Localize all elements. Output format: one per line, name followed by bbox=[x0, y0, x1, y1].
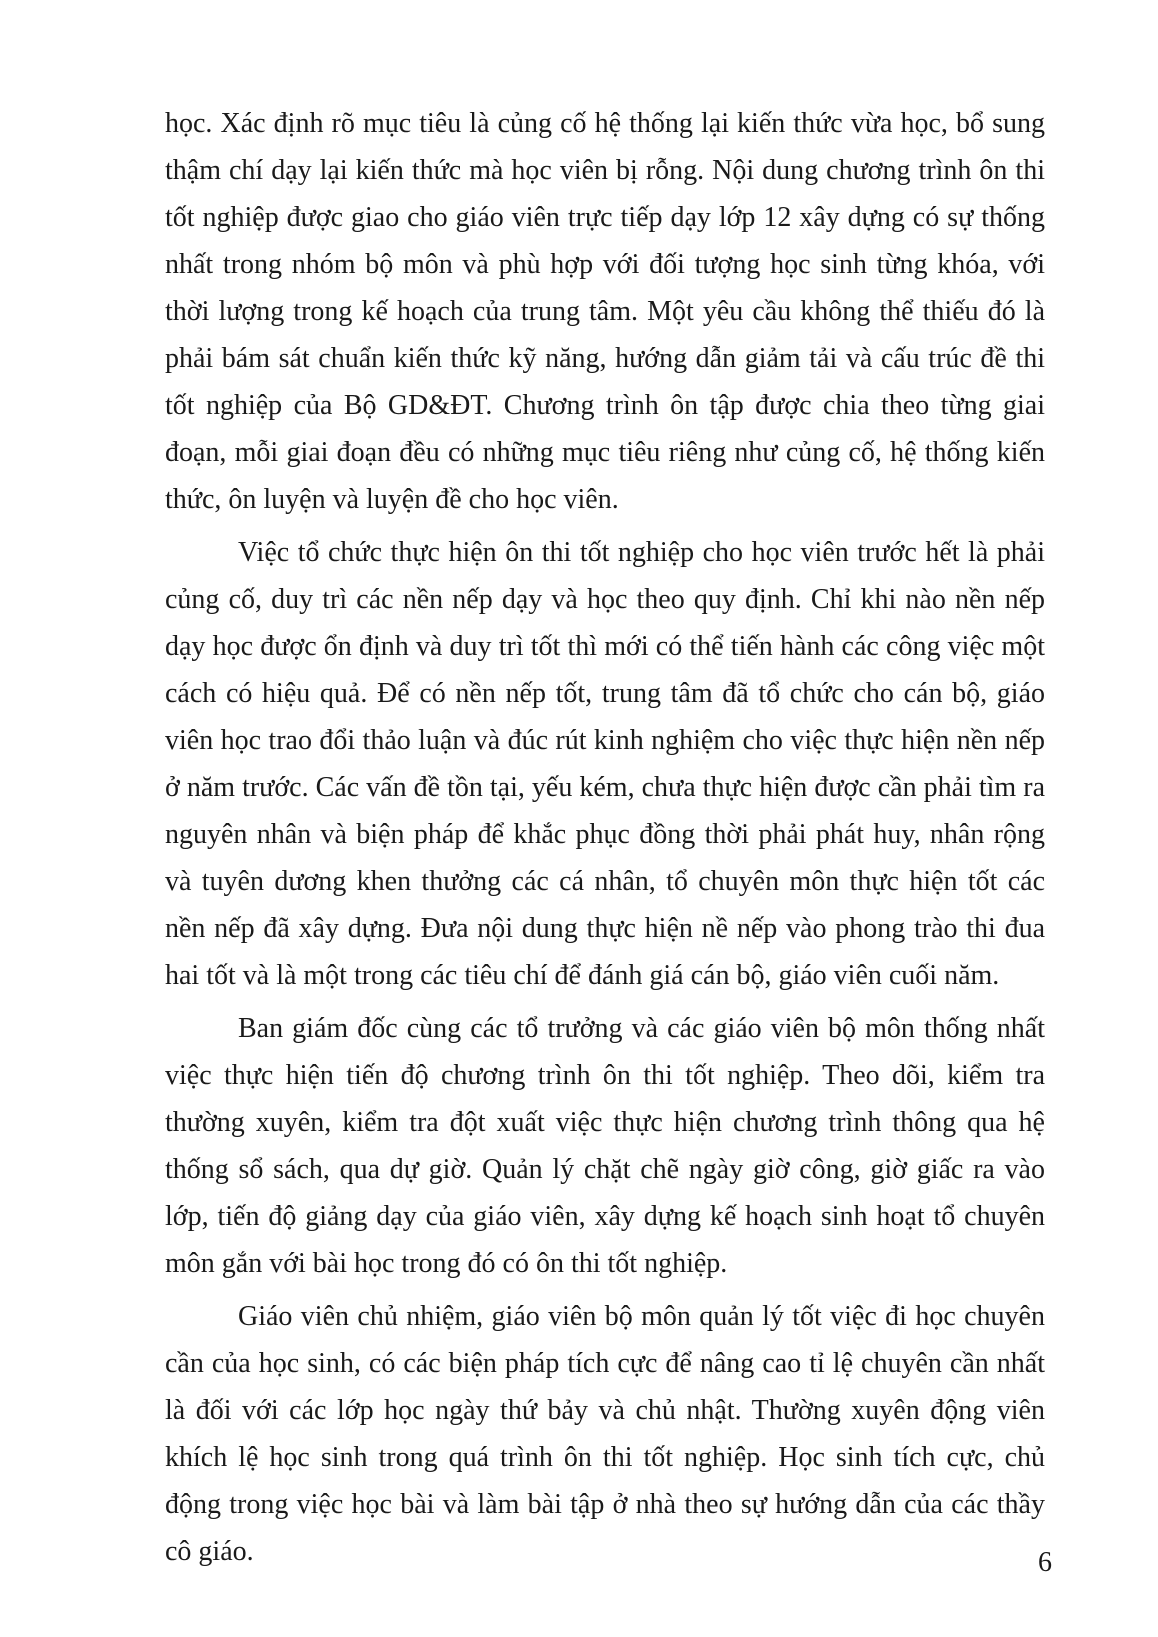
paragraph-board-of-directors: Ban giám đốc cùng các tổ trưởng và các giáo viên bộ môn thống nhất việc thực hiện tiến độ chương trình ôn thi tốt nghiệp. Theo dõi, kiểm tra thường xuyên, kiểm tra đột xuất việc thực hiện chương trình thông qua hệ thống sổ sách, qua dự giờ. Quản lý chặt chẽ ngày giờ công, giờ giấc ra vào lớp, tiến độ giảng dạy của giáo viên, xây dựng kế hoạch sinh hoạt tổ chuyên môn gắn với bài học trong đó có ôn thi tốt nghiệp. bbox=[165, 1013, 1045, 1279]
paragraph-continued: học. Xác định rõ mục tiêu là củng cố hệ thống lại kiến thức vừa học, bổ sung thậm chí dạy lại kiến thức mà học viên bị rỗng. Nội dung chương trình ôn thi tốt nghiệp được giao cho giáo viên trực tiếp dạy lớp 12 xây dựng có sự thống nhất trong nhóm bộ môn và phù hợp với đối tượng học sinh từng khóa, với thời lượng trong kế hoạch của trung tâm. Một yêu cầu không thể thiếu đó là phải bám sát chuẩn kiến thức kỹ năng, hướng dẫn giảm tải và cấu trúc đề thi tốt nghiệp của Bộ GD&ĐT. Chương trình ôn tập được chia theo từng giai đoạn, mỗi giai đoạn đều có những mục tiêu riêng như củng cố, hệ thống kiến thức, ôn luyện và luyện đề cho học viên. bbox=[165, 108, 1045, 515]
page-number: 6 bbox=[1038, 1547, 1052, 1578]
paragraph-homeroom-teachers: Giáo viên chủ nhiệm, giáo viên bộ môn quản lý tốt việc đi học chuyên cần của học sinh, có các biện pháp tích cực để nâng cao tỉ lệ chuyên cần nhất là đối với các lớp học ngày thứ bảy và chủ nhật. Thường xuyên động viên khích lệ học sinh trong quá trình ôn thi tốt nghiệp. Học sinh tích cực, chủ động trong việc học bài và làm bài tập ở nhà theo sự hướng dẫn của các thầy cô giáo. bbox=[165, 1301, 1045, 1567]
page-body bbox=[165, 100, 1045, 1575]
paragraph-organization: Việc tổ chức thực hiện ôn thi tốt nghiệp cho học viên trước hết là phải củng cố, duy trì các nền nếp dạy và học theo quy định. Chỉ khi nào nền nếp dạy học được ổn định và duy trì tốt thì mới có thể tiến hành các công việc một cách có hiệu quả. Để có nền nếp tốt, trung tâm đã tổ chức cho cán bộ, giáo viên học trao đổi thảo luận và đúc rút kinh nghiệm cho việc thực hiện nền nếp ở năm trước. Các vấn đề tồn tại, yếu kém, chưa thực hiện được cần phải tìm ra nguyên nhân và biện pháp để khắc phục đồng thời phải phát huy, nhân rộng và tuyên dương khen thưởng các cá nhân, tổ chuyên môn thực hiện tốt các nền nếp đã xây dựng. Đưa nội dung thực hiện nề nếp vào phong trào thi đua hai tốt và là một trong các tiêu chí để đánh giá cán bộ, giáo viên cuối năm. bbox=[165, 537, 1045, 991]
